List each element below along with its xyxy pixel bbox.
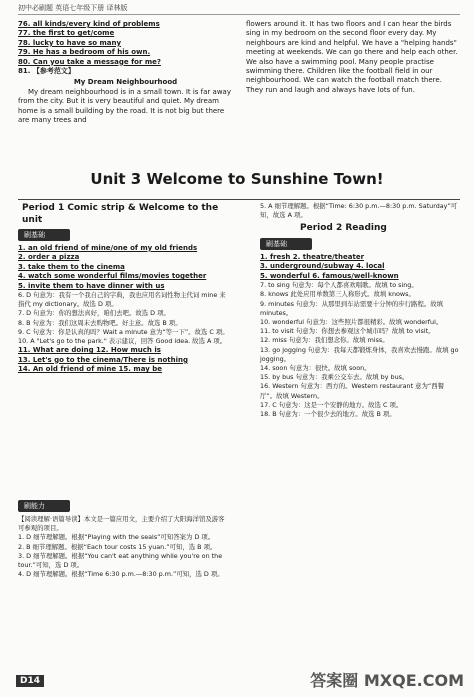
answer-line: 13. Let's go to the cinema/There is nothing <box>18 355 189 364</box>
answer-line: 10. A "Let's go to the park." 表示建议，回答 Good idea. 故选 A 项。 <box>18 337 227 346</box>
answer-line: 7. D 句意为：你的想法真好，咱们去吧。故选 D 项。 <box>18 309 170 318</box>
answer-line: 9. C 句意为：你是认真的吗？Wait a minute 意为“等一下”。故选 C 项。 <box>18 327 229 336</box>
period1-heading: Period 1 Comic strip & Welcome to the unit <box>22 203 219 225</box>
answer-line: 1. an old friend of mine/one of my old friends <box>18 244 198 252</box>
essay-title: My Dream Neighbourhood <box>73 78 178 87</box>
watermark-logo: 答案圈 MXQE.COM <box>310 671 464 690</box>
answer-line: 4. watch some wonderful films/movies together <box>18 272 207 281</box>
answer-line: 1. D 细节理解题。根据“Playing with the seals”可知答案为 D 项。 <box>18 533 215 542</box>
answer-line: 5. invite them to have dinner with us <box>18 281 165 290</box>
right-top <box>260 202 460 220</box>
answer-line: 77. the first to get/come <box>18 29 115 38</box>
period2-heading: Period 2 Reading <box>300 223 387 233</box>
badge-basic-2: 刷基础 <box>260 238 312 250</box>
answer-line: 1. fresh 2. theatre/theater <box>260 253 365 261</box>
answer-line: 2. order a pizza <box>18 253 80 262</box>
answer-line: 14. An old friend of mine 15. may be <box>18 365 162 374</box>
reading-intro: 【阅读理解·语篇导读】本文是一篇应用文，主要介绍了大阳海洋馆及游客可参观的项目。 <box>18 515 225 533</box>
answer-line: 14. soon 句意为：很快。故填 soon。 <box>260 364 371 373</box>
answer-line: 10. wonderful 句意为：这些照片都很精彩。故填 wonderful。 <box>260 318 443 327</box>
page-header: 初中必刷题 英语七年级下册 译林版 <box>18 4 128 12</box>
left-answers <box>18 244 230 374</box>
unit-title-rule <box>18 199 460 200</box>
answer-line: 11. to visit 句意为：你想去参观这个城市吗？故填 to visit。 <box>260 327 435 336</box>
answer-line: 7. to sing 句意为：每个人都喜欢唱歌。故填 to sing。 <box>260 281 418 290</box>
answer-line: 6. D 句意为：我有一个我自己的字典，我也应用名词性物主代词 mine 来指代 my dictionary。故选 D 项。 <box>18 291 226 309</box>
badge-ability: 刷能力 <box>18 500 70 512</box>
answer-line: 8. knows 此处应用单数第三人称形式。故填 knows。 <box>260 290 415 299</box>
answer-line: 4. D 细节理解题。根据“Time 6:30 p.m.—8:30 p.m.”可知，选 D 项。 <box>18 570 224 579</box>
badge-basic: 刷基础 <box>18 229 70 241</box>
header-rule <box>18 14 460 15</box>
page-number: D14 <box>16 675 44 687</box>
answer-line: 76. all kinds/every kind of problems <box>18 20 160 28</box>
answer-line: 3. D 细节理解题。根据“You can't eat anything while you're on the tour.”可知，选 D 项。 <box>18 551 223 570</box>
essay-left-text: My dream neighbourhood is in a small town. It is far away from the city. But it is very beautiful and quiet. My dream home is a small building by the road. It is not big but there are many trees and <box>18 87 231 125</box>
right-answers <box>260 253 460 419</box>
answer-line: 12. miss 句意为：我们想念你。故填 miss。 <box>260 336 389 345</box>
answer-line: 16. Western 句意为：西方的。Western restaurant 意为“西餐厅”。故填 Western。 <box>260 382 445 400</box>
answer-line: 81. 【参考范文】 <box>18 67 75 76</box>
answer-line: 78. lucky to have so many <box>18 38 122 47</box>
answer-line: 11. What are doing 12. How much is <box>18 346 161 355</box>
answer-line: 3. take them to the cinema <box>18 262 125 271</box>
answer-line: 18. B 句意为：一个很少去的地方。故选 B 项。 <box>260 410 396 419</box>
answer-line: 17. C 句意为：这是一个安静的地方。故选 C 项。 <box>260 400 403 409</box>
answer-line: 79. He has a bedroom of his own. <box>18 48 151 57</box>
left-reading <box>18 515 230 579</box>
answer-line: 15. by bus 句意为：我乘公交车去。故填 by bus。 <box>260 373 409 382</box>
answer-line: 3. underground/subway 4. local <box>260 262 385 271</box>
top-left-answers <box>18 20 233 125</box>
answer-line: 5. wonderful 6. famous/well-known <box>260 271 399 280</box>
answer-line: 9. minutes 句意为：从那里到车站需要十分钟的步行路程。故填 minutes。 <box>260 299 444 317</box>
answer-line: 5. A 细节理解题。根据“Time: 6:30 p.m.—8:30 p.m. Saturday”可知，故选 A 项。 <box>260 202 458 220</box>
unit-title: Unit 3 Welcome to Sunshine Town! <box>90 170 384 188</box>
answer-line: 8. B 句意为：我们这周末去购物吧。好主意。故选 B 项。 <box>18 318 182 327</box>
essay-right-text: flowers around it. It has two floors and I can hear the birds sing in my bedroom on the second floor every day. My neighbours are kind and helpful. We have a "helping hands" meeting at weekends. We can go there and help each other. We also have a swimming pool. Many people practise swimming there. Children like the football field in our neighbourhood. We can watch the football match there. They run and laugh and always have lots of fun. <box>246 20 458 94</box>
answer-line: 2. B 细节理解题。根据“Each tour costs 15 yuan.”可知，选 B 项。 <box>18 542 217 551</box>
answer-line: 80. Can you take a message for me? <box>18 57 161 66</box>
answer-line: 13. go jogging 句意为：我每天都锻炼身体，我喜欢去慢跑。故填 go jogging。 <box>260 345 459 363</box>
